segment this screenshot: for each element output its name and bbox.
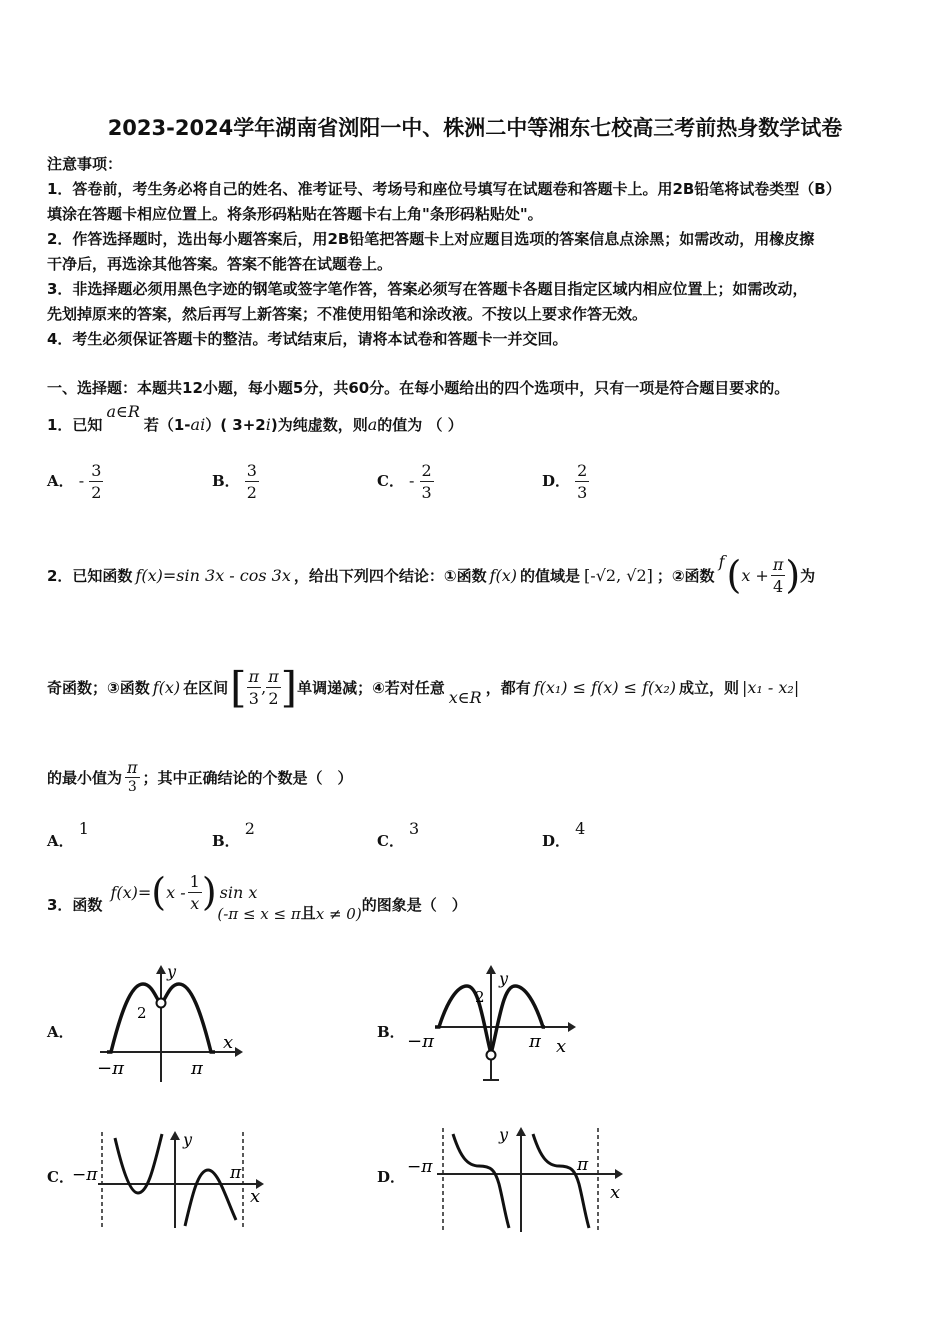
q3-option-d-label[interactable]: D． bbox=[377, 1168, 406, 1186]
graph-d[interactable] bbox=[405, 1124, 630, 1236]
hole bbox=[157, 999, 166, 1008]
neg-pi-label: −π bbox=[407, 1157, 433, 1177]
graph-a[interactable] bbox=[95, 962, 245, 1087]
notice-line: 4．考生必须保证答题卡的整洁。考试结束后，请将本试卷和答题卡一并交回。 bbox=[47, 330, 568, 348]
q2-option-d[interactable]: D． 4 bbox=[542, 819, 586, 850]
x-axis-arrow bbox=[568, 1022, 576, 1032]
curve-left bbox=[453, 1134, 509, 1228]
pi-label: π bbox=[191, 1058, 203, 1079]
notice-line: 3．非选择题必须用黑色字迹的钢笔或签字笔作答，答案必须写在答题卡各题目指定区域内相应位置上；如需改动， bbox=[47, 280, 808, 298]
q1-option-c[interactable]: C． - $\frac{2}{3}$ bbox=[377, 461, 432, 502]
question-2-line-3: 的最小值为 $\frac{\pi}{3}$ ；其中正确结论的个数是（ ） bbox=[47, 757, 353, 795]
q1-option-d[interactable]: D． $\frac{2}{3}$ bbox=[542, 461, 588, 502]
y-label: y bbox=[499, 969, 509, 988]
hole bbox=[487, 1051, 496, 1060]
notice-line: 2．作答选择题时，选出每小题答案后，用2B铅笔把答题卡上对应题目选项的答案信息点涂黑；如需改动，用橡皮擦 bbox=[47, 230, 815, 248]
question-3: 3．函数 f(x)= ( x - $\frac{1}{x}$ ) sin x (-π ≤ x ≤ π 且 x ≠ 0) 的图象是（ ） bbox=[47, 870, 467, 923]
x-axis-arrow bbox=[615, 1169, 623, 1179]
q2-option-a[interactable]: A． 1 bbox=[47, 819, 89, 850]
notice-line: 先划掉原来的答案，然后再写上新答案；不准使用铅笔和涂改液。不按以上要求作答无效。 bbox=[47, 305, 648, 323]
neg-pi-label: −π bbox=[97, 1058, 124, 1079]
y-axis-arrow bbox=[486, 965, 496, 974]
y-label: y bbox=[183, 1130, 193, 1149]
notice-line: 1．答卷前，考生务必将自己的姓名、准考证号、考场号和座位号填写在试题卷和答题卡上。用2B铅笔将试卷类型（B） bbox=[47, 180, 841, 198]
q3-option-a-label[interactable]: A． bbox=[47, 1023, 74, 1041]
notice-line: 干净后，再选涂其他答案。答案不能答在试题卷上。 bbox=[47, 255, 393, 273]
question-2-line-1: 2．已知函数 f(x)=sin 3x - cos 3x ，给出下列四个结论：①函数 f(x) 的值域是 [-√2, √2] ；②函数 f ( x + $\frac{\pi}{4}$ ) 为 bbox=[47, 551, 816, 597]
question-2-line-2: 奇函数；③函数 f(x) 在区间 [ $\frac{\pi}{3}$ , $\frac{\pi}{2}$ ] 单调递减；④若对任意 x∈R ，都有 f(x₁) ≤ f(x) ≤ f(x₂) 成立，则 |x₁ - x₂| bbox=[47, 662, 800, 712]
question-1: 1．已知a∈R若（1-ai）( 3+2i)为纯虚数，则a的值为 （ ） bbox=[47, 402, 463, 434]
q3-option-c-label[interactable]: C． bbox=[47, 1168, 74, 1186]
pi-label: π bbox=[230, 1163, 242, 1183]
x-axis-arrow bbox=[235, 1047, 243, 1057]
y-axis-arrow bbox=[516, 1127, 526, 1136]
neg-pi-label: −π bbox=[407, 1031, 434, 1052]
two-label: 2 bbox=[475, 988, 485, 1006]
curve-right bbox=[533, 1134, 589, 1228]
two-label: 2 bbox=[137, 1004, 147, 1022]
q1-option-a[interactable]: A． - $\frac{3}{2}$ bbox=[47, 461, 102, 502]
x-label: x bbox=[610, 1182, 621, 1203]
x-label: x bbox=[223, 1032, 234, 1053]
page-title: 2023-2024学年湖南省浏阳一中、株洲二中等湘东七校高三考前热身数学试卷 bbox=[107, 116, 843, 140]
notice-heading: 注意事项： bbox=[47, 155, 123, 173]
y-axis-arrow bbox=[170, 1131, 180, 1140]
graph-b[interactable] bbox=[405, 962, 580, 1087]
curve-right bbox=[185, 1170, 236, 1226]
x-label: x bbox=[250, 1186, 261, 1207]
q3-option-b-label[interactable]: B． bbox=[377, 1023, 405, 1041]
q2-option-c[interactable]: C． 3 bbox=[377, 819, 420, 850]
neg-pi-label: −π bbox=[72, 1165, 98, 1185]
pi-label: π bbox=[577, 1155, 589, 1175]
section-heading: 一、选择题：本题共12小题，每小题5分，共60分。在每小题给出的四个选项中，只有一项是符合题目要求的。 bbox=[47, 379, 790, 397]
q1-option-b[interactable]: B． $\frac{3}{2}$ bbox=[212, 461, 257, 502]
pi-label: π bbox=[529, 1031, 541, 1052]
y-axis-arrow bbox=[156, 965, 166, 974]
q2-option-b[interactable]: B． 2 bbox=[212, 819, 255, 850]
notice-line: 填涂在答题卡相应位置上。将条形码粘贴在答题卡右上角"条形码粘贴处"。 bbox=[47, 205, 543, 223]
y-label: y bbox=[499, 1125, 509, 1144]
graph-c[interactable] bbox=[70, 1128, 270, 1233]
y-label: y bbox=[167, 962, 177, 981]
x-label: x bbox=[556, 1036, 567, 1057]
